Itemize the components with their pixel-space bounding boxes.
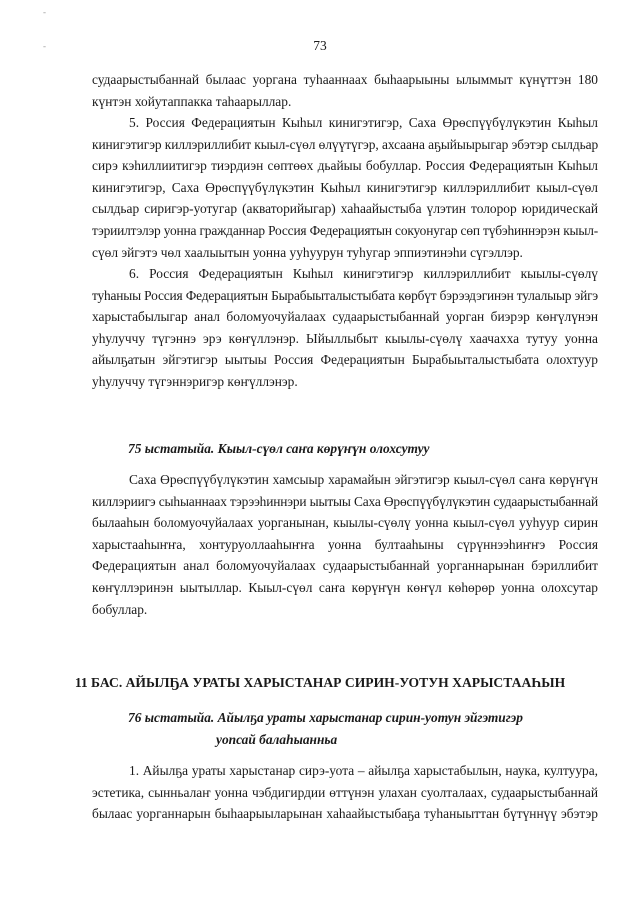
text-line: Федерациятын анал боломуочуйалаах судаарыстыбаннай уорганнарынан бэриллибит bbox=[92, 558, 598, 574]
text-line: уһулуччу түгэннэригэр көҥүллэнэр. bbox=[92, 373, 298, 389]
article-76-body bbox=[92, 760, 598, 825]
text-line: 1. Айылҕа ураты харыстанар сирэ-уота – айылҕа харыстабылын, наука, култуура, bbox=[129, 763, 598, 778]
text-line: айылҕатын эйгэтигэр ыытыы Россия Федерациятын Бырабыыталыстыбата олохтуур bbox=[92, 352, 598, 368]
paragraph-item-6 bbox=[92, 263, 598, 393]
text-line: сүөл эйгэтэ чөл хаалыытын уонна ууһуурун туһугар эппиэтинэһи сүгэллэр. bbox=[92, 244, 523, 260]
scan-mark: - bbox=[43, 7, 46, 17]
text-line: харыстааһыҥҥа, хонтуруоллааһыҥҥа уонна бултааһыны сүрүннээһиҥҥэ Россия bbox=[92, 536, 598, 552]
text-line: эстетика, сынньалаҥ уонна чэбдигирдии өттүнэн улахан суолталаах, судаарыстыбаннай bbox=[92, 784, 598, 800]
text-line: 6. Россия Федерациятын Кыһыл кинигэтигэр киллэриллибит кыылы-сүөлү bbox=[129, 266, 598, 281]
text-line: кинигэтигэр, Саха Өрөспүүбүлүкэтин Кыһыл кинигэтигэр киллэриллибит кыыл-сүөл bbox=[92, 179, 598, 195]
text-line: Саха Өрөспүүбүлүкэтин хамсыыр харамайын эйгэтигэр кыыл-сүөл саҥа көрүҥүн bbox=[129, 472, 598, 487]
article-75-title: 75 ыстатыйа. Кыыл-сүөл саҥа көрүҥүн олохсутуу bbox=[128, 441, 430, 456]
text-line: сирэ кэһиллиитигэр тиэрдиэн сөптөөх дьайыы бобуллар. Россия Федерациятын Кыһыл bbox=[92, 158, 598, 174]
text-line: күнтэн хойутаппакка таһаарыллар. bbox=[92, 93, 292, 109]
text-line: кинигэтигэр киллэриллибит кыыл-сүөл өлүүтүгэр, ахсаана аҕыйыырыгар эбэтэр сылдьар bbox=[92, 136, 599, 152]
text-line: былааһын боломуочуйалаах уорганынан, кыылы-сүөлү уонна кыыл-сүөл ууһуур сирин bbox=[92, 515, 598, 531]
article-76-title-line-1: 76 ыстатыйа. Айылҕа ураты харыстанар сирин-уотун эйгэтигэр bbox=[128, 710, 523, 725]
chapter-title: 11 БАС. АЙЫЛҔА УРАТЫ ХАРЫСТАНАР СИРИН-УОТУН ХАРЫСТААҺЫН bbox=[74, 675, 566, 690]
text-line: сылдьар сиригэр-уотугар (акваторийыгар) хаһаайыстыба үлэтин толорор юридическай bbox=[92, 201, 598, 217]
text-line: тэриилтэлэр уонна гражданнар Россия Федерациятын сокуонугар сөп түбэһиннэрэн кыыл- bbox=[92, 222, 598, 238]
paragraph-continuation bbox=[92, 69, 598, 112]
article-75-body bbox=[92, 469, 598, 620]
text-line: киллэриигэ сыһыаннаах тэрээһиннэри ыытыы Саха Өрөспүүбүлүкэтин судаарыстыбаннай bbox=[92, 493, 598, 509]
text-line: туһаныы Россия Федерациятын Бырабыыталыстыбата көрбүт бэрээдэгинэн тулалыыр эйгэ bbox=[92, 287, 598, 303]
text-line: судаарыстыбаннай былаас уоргана туһааннаах быһаарыыны ылыммыт күнүттэн 180 bbox=[92, 72, 598, 87]
text-line: былаас уорганнарын быһаарыыларынан хаһаайыстыбаҕа туһаныыттан бүтүннүү эбэтэр bbox=[92, 806, 598, 822]
page-number: 73 bbox=[313, 38, 327, 53]
text-line: көҥүллэринэн ыытыллар. Кыыл-сүөл саҥа көрүҥүн көҥүл көһөрөр уонна олохсутар bbox=[92, 579, 598, 595]
text-line: бобуллар. bbox=[92, 601, 148, 617]
text-line: уһулуччу түгэннэ эрэ көҥүллэнэр. Ыйыллыбыт кыылы-сүөлү хаачахха тутуу уонна bbox=[92, 330, 598, 346]
text-line: харыстабылыгар анал боломуочуйалаах судаарыстыбаннай уорган биэрэр көҥүлүнэн bbox=[92, 309, 598, 325]
paragraph-item-5 bbox=[92, 112, 598, 263]
article-76-title-line-2: уопсай балаһыанньа bbox=[216, 732, 338, 747]
scan-mark: - bbox=[43, 41, 46, 51]
text-line: 5. Россия Федерациятын Кыһыл кинигэтигэр, Саха Өрөспүүбүлүкэтин Кыһыл bbox=[129, 115, 598, 130]
